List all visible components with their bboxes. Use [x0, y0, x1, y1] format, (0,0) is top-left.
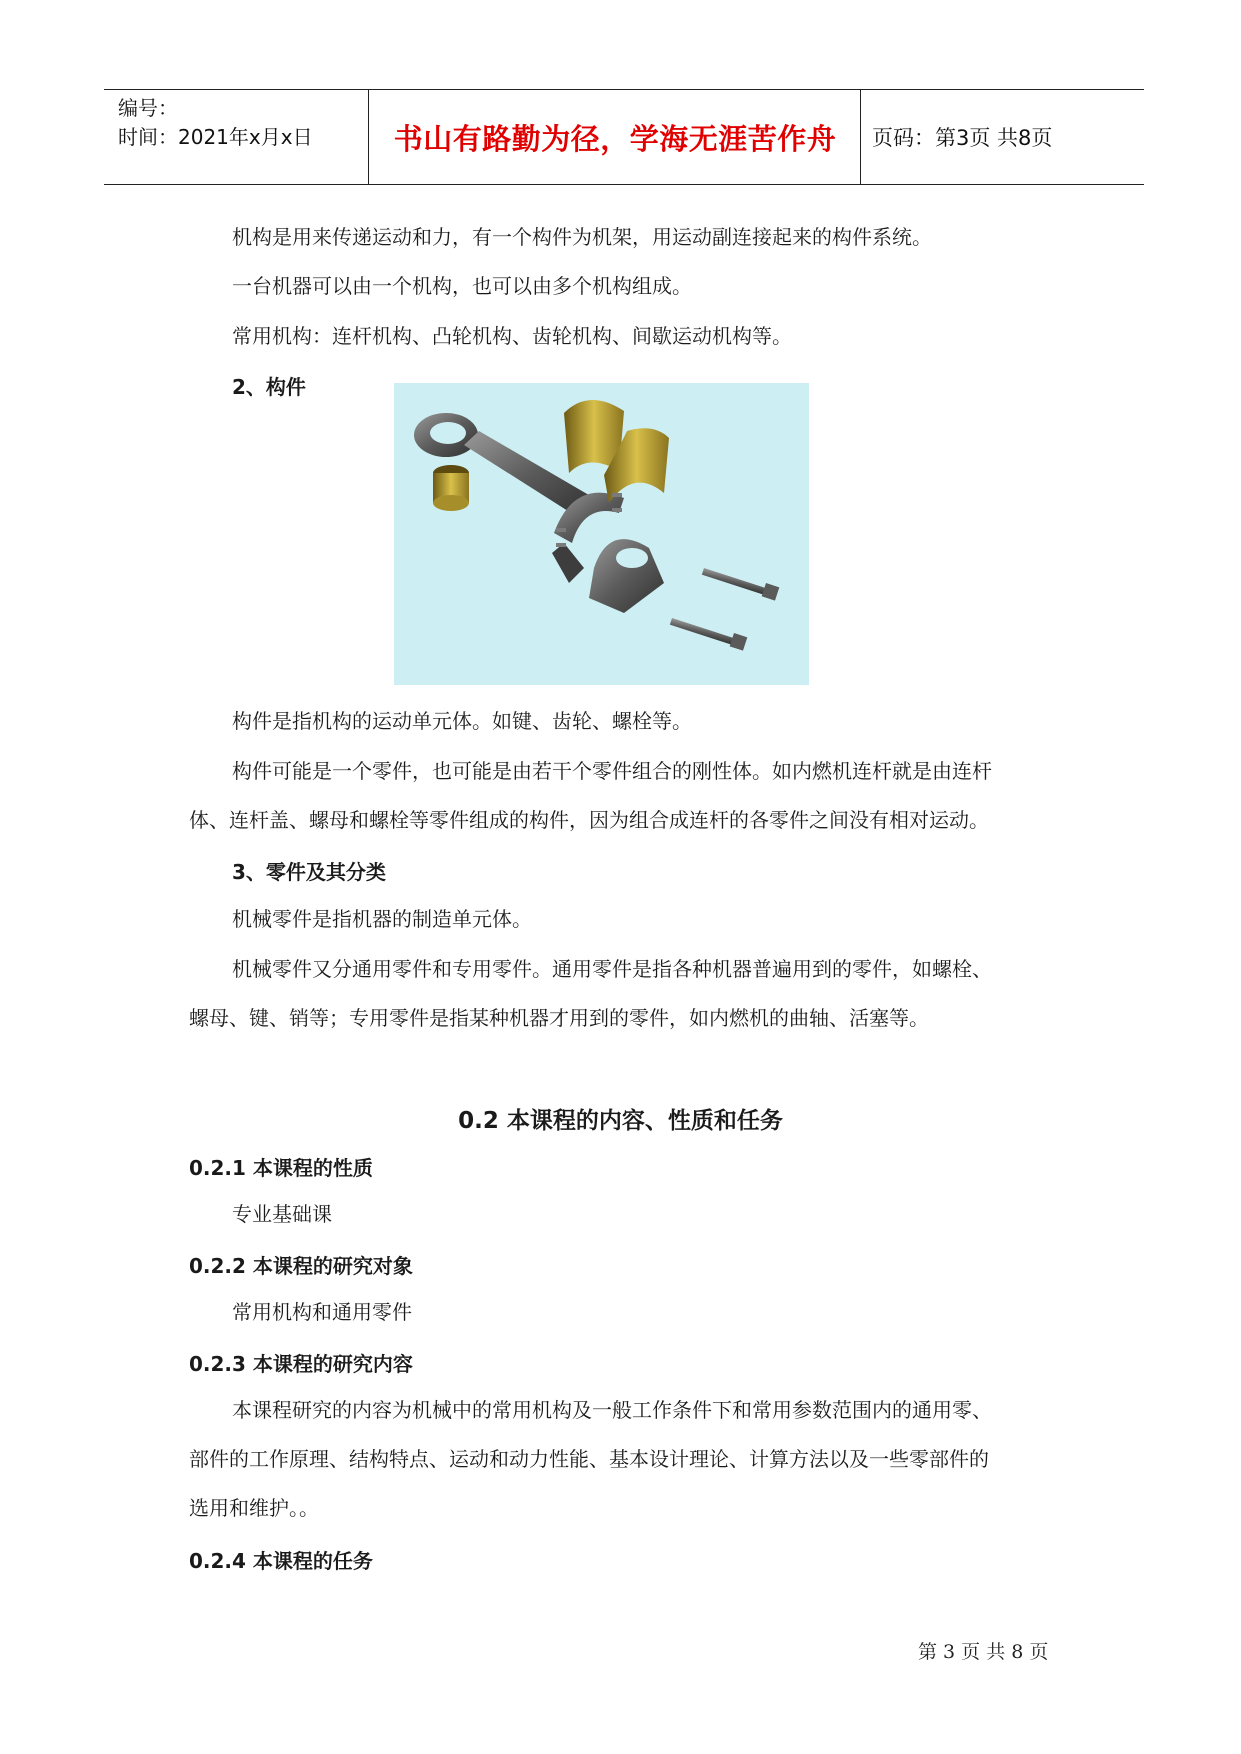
paragraph: 常用机构和通用零件	[232, 1300, 412, 1324]
header-divider	[860, 90, 861, 184]
paragraph: 常用机构：连杆机构、凸轮机构、齿轮机构、间歇运动机构等。	[232, 324, 792, 348]
paragraph: 螺母、键、销等；专用零件是指某种机器才用到的零件，如内燃机的曲轴、活塞等。	[189, 1006, 929, 1030]
paragraph: 本课程研究的内容为机械中的常用机构及一般工作条件下和常用参数范围内的通用零、	[232, 1398, 992, 1422]
connecting-rod-figure	[394, 383, 809, 685]
paragraph: 机械零件又分通用零件和专用零件。通用零件是指各种机器普遍用到的零件，如螺栓、	[232, 957, 992, 981]
header-time: 时间：2021年x月x日	[118, 125, 313, 149]
header-page-info: 页码：第3页 共8页	[872, 126, 1053, 150]
connecting-rod-illustration	[394, 383, 809, 685]
paragraph: 机构是用来传递运动和力，有一个构件为机架，用运动副连接起来的构件系统。	[232, 225, 932, 249]
header-divider	[368, 90, 369, 184]
heading-parts: 3、零件及其分类	[232, 860, 386, 884]
paragraph: 专业基础课	[232, 1202, 332, 1226]
paragraph: 部件的工作原理、结构特点、运动和动力性能、基本设计理论、计算方法以及一些零部件的	[189, 1447, 989, 1471]
subsection-heading: 0.2.4 本课程的任务	[189, 1549, 373, 1573]
section-heading: 0.2 本课程的内容、性质和任务	[458, 1108, 783, 1134]
header-table	[104, 89, 1144, 185]
heading-component: 2、构件	[232, 375, 306, 399]
paragraph: 体、连杆盖、螺母和螺栓等零件组成的构件，因为组合成连杆的各零件之间没有相对运动。	[189, 808, 989, 832]
paragraph: 机械零件是指机器的制造单元体。	[232, 907, 532, 931]
paragraph: 构件可能是一个零件，也可能是由若干个零件组合的刚性体。如内燃机连杆就是由连杆	[232, 759, 992, 783]
header-number: 编号：	[118, 96, 178, 120]
subsection-heading: 0.2.2 本课程的研究对象	[189, 1254, 413, 1278]
subsection-heading: 0.2.3 本课程的研究内容	[189, 1352, 413, 1376]
page-footer: 第 3 页 共 8 页	[918, 1641, 1049, 1663]
subsection-heading: 0.2.1 本课程的性质	[189, 1156, 373, 1180]
header-meta	[118, 94, 313, 152]
paragraph: 一台机器可以由一个机构，也可以由多个机构组成。	[232, 274, 692, 298]
header-motto: 书山有路勤为径，学海无涯苦作舟	[393, 121, 837, 156]
paragraph: 选用和维护。。	[189, 1496, 319, 1520]
paragraph: 构件是指机构的运动单元体。如键、齿轮、螺栓等。	[232, 709, 692, 733]
